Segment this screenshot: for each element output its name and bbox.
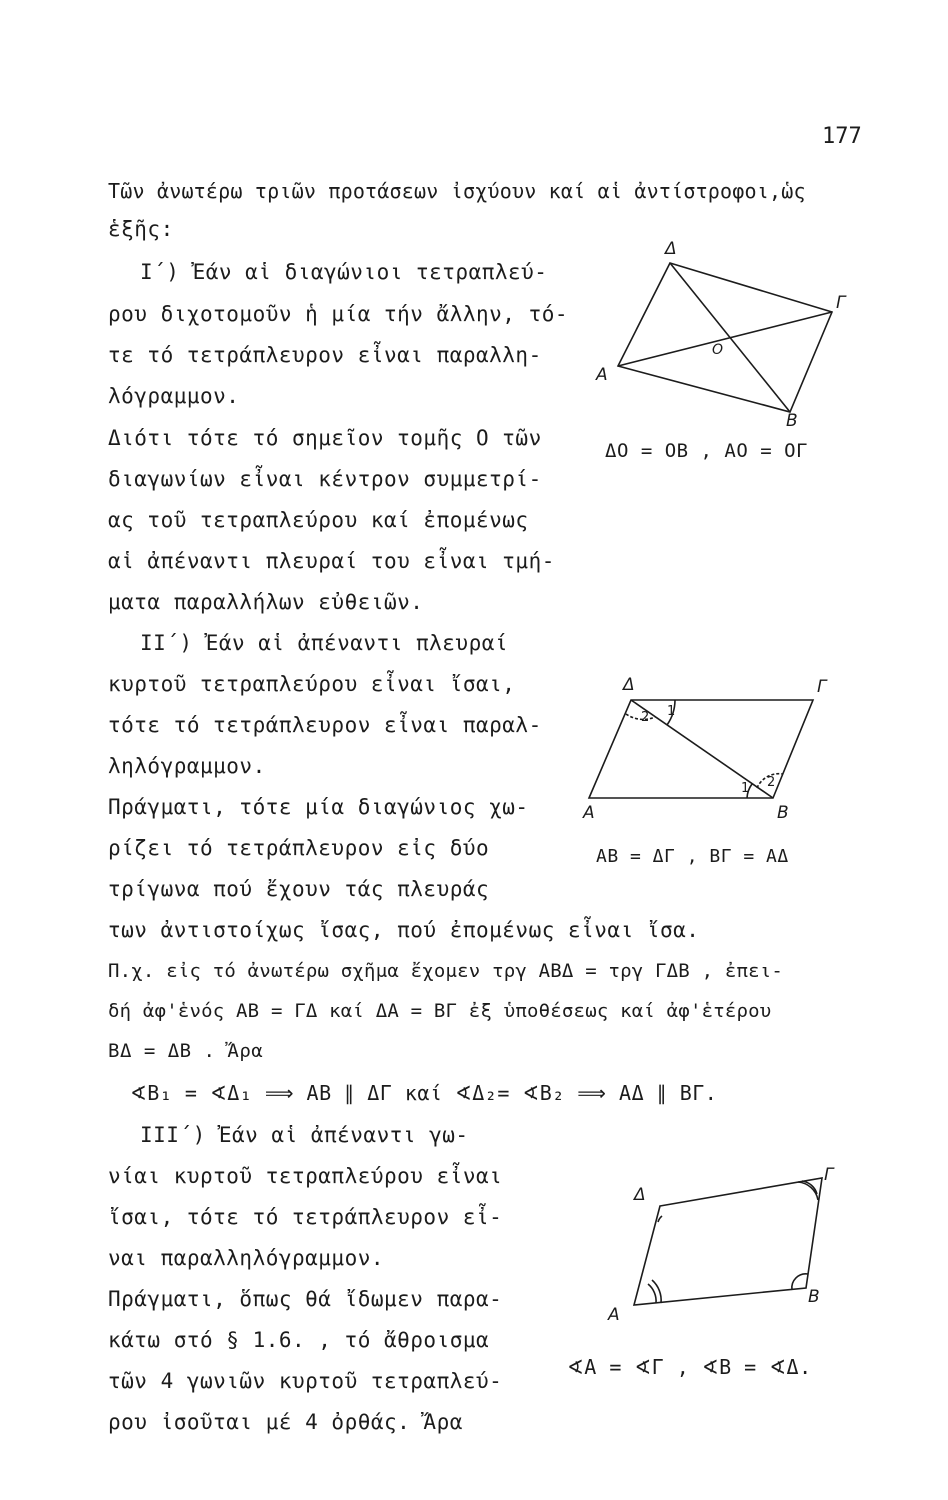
text-line: ρου ἰσοῦται μέ 4 ὀρθάς. Ἄρα [108,1410,463,1434]
text-line: αἱ ἀπέναντι πλευραί του εἶναι τμή- [108,549,555,573]
text-line: δή ἀφ'ἑνός ΑΒ = ΓΔ καί ΔΑ = ΒΓ ἐξ ὑποθέσεως καί ἀφ'ἑτέρου [108,1000,772,1022]
angle-mark-b2: 2 [767,775,776,790]
vertex-label-g: Γ [824,1165,834,1185]
figure2-caption: ΑΒ = ΔΓ , ΒΓ = ΑΔ [596,846,789,867]
text-line: Πράγματι, τότε μία διαγώνιος χω- [108,795,529,819]
text-line: τε τό τετράπλευρον εἶναι παραλλη- [108,343,542,367]
vertex-label-d: Δ [634,1185,646,1205]
figure3-caption: ∢Α = ∢Γ , ∢Β = ∢Δ. [567,1355,812,1379]
text-line: ΒΔ = ΔΒ . Ἄρα [108,1040,264,1062]
text-line: Τῶν ἀνωτέρω τριῶν προτάσεων ἰσχύουν καί αἱ ἀντίστροφοι,ὡς [108,179,806,203]
vertex-label-d: Δ [665,239,677,259]
text-line: τῶν 4 γωνιῶν κυρτοῦ τετραπλεύ- [108,1369,503,1393]
text-line: ας τοῦ τετραπλεύρου καί ἐπομένως [108,508,529,532]
text-line: ἑξῆς: [108,217,174,241]
text-line: ληλόγραμμον. [108,754,266,778]
text-line: Πράγματι, ὅπως θά ἴδωμεν παρα- [108,1287,503,1311]
vertex-label-a: Α [596,365,608,385]
vertex-label-g: Γ [836,293,846,313]
text-line: ΙΙ΄) Ἐάν αἱ ἀπέναντι πλευραί [140,631,509,655]
center-label-o: Ο [712,342,724,358]
angle-mark-d1: 1 [667,704,676,719]
text-line: ρίζει τό τετράπλευρον εἰς δύο [108,836,490,860]
vertex-label-g: Γ [817,677,827,697]
text-line: Π.χ. εἰς τό ἀνωτέρω σχῆμα ἔχομεν τργ ΑΒΔ = τργ ΓΔΒ , ἐπει- [108,960,784,982]
figure-opposite-sides [575,670,855,834]
parallelogram-shape [634,1178,822,1305]
text-line: των ἀντιστοίχως ἴσας, πού ἐπομένως εἶναι ἴσα. [108,918,700,942]
text-line: ματα παραλλήλων εὐθειῶν. [108,590,424,614]
text-line: νίαι κυρτοῦ τετραπλεύρου εἶναι [108,1164,503,1188]
text-line: ἴσαι, τότε τό τετράπλευρον εἶ- [108,1205,503,1229]
parallelogram-shape [618,263,832,412]
text-line: διαγωνίων εἶναι κέντρον συμμετρί- [108,467,542,491]
text-line: κάτω στό § 1.6. , τό ἄθροισμα [108,1328,490,1352]
vertex-label-a: Α [608,1305,620,1325]
diagonal-db [631,700,776,798]
text-line: κυρτοῦ τετραπλεύρου εἶναι ἴσαι, [108,672,516,696]
vertex-label-b: Β [808,1287,820,1307]
text-line: ρου διχοτομοῦν ἡ μία τήν ἄλλην, τό- [108,302,569,326]
diagonal-ag [618,312,832,366]
angle-arc-a [648,1284,656,1303]
figure-opposite-angles [600,1160,880,1334]
text-line: Διότι τότε τό σημεῖον τομῆς Ο τῶν [108,426,542,450]
vertex-label-b: Β [777,803,789,823]
page-number: 177 [822,124,862,149]
text-line: τότε τό τετράπλευρον εἶναι παραλ- [108,713,542,737]
angle-mark-d2: 2 [641,710,650,725]
angle-mark-b1: 1 [741,781,750,796]
vertex-label-a: Α [583,803,595,823]
vertex-label-b: Β [786,411,798,431]
text-line: λόγραμμον. [108,384,240,408]
text-line: τρίγωνα πού ἔχουν τάς πλευράς [108,877,490,901]
figure-diagonals-parallelogram [560,230,880,434]
text-line: ΙΙΙ΄) Ἐάν αἱ ἀπέναντι γω- [140,1123,469,1147]
vertex-label-d: Δ [623,675,635,695]
text-line: Ι΄) Ἐάν αἱ διαγώνιοι τετραπλεύ- [140,260,548,284]
text-line: ναι παραλληλόγραμμον. [108,1246,385,1270]
figure1-caption: ΔΟ = ΟΒ , ΑΟ = ΟΓ [605,440,808,462]
text-line: ∢Β₁ = ∢Δ₁ ⟹ ΑΒ ∥ ΔΓ καί ∢Δ₂= ∢Β₂ ⟹ ΑΔ ∥ ΒΓ. [130,1081,718,1105]
angle-arc-d [658,1216,662,1222]
